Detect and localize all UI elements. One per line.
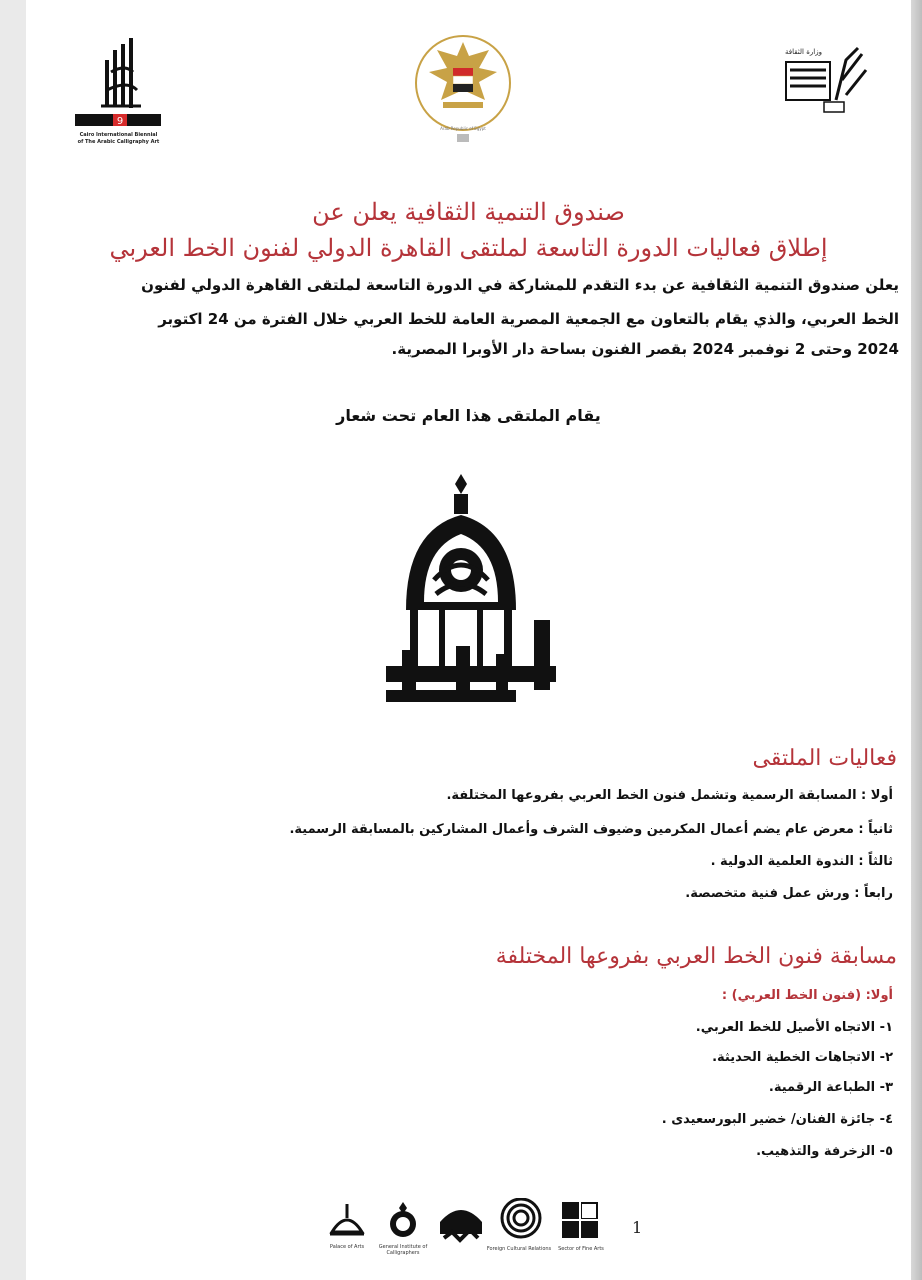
competition-subheading: أولا: (فنون الخط العربي) : [721, 988, 893, 1003]
page-edge-shadow [911, 0, 922, 1280]
fine-arts-caption: Sector of Fine Arts [558, 1246, 604, 1252]
palace-of-arts-logo [322, 1198, 372, 1258]
foreign-cultural-relations-logo [486, 1198, 552, 1258]
events-item-4: رابعاً : ورش عمل فنية متخصصة. [685, 886, 893, 901]
cultural-development-fund-logo [776, 40, 871, 120]
competition-item-5: ٥- الزخرفة والتذهيب. [756, 1144, 893, 1159]
slogan-text [356, 470, 357, 471]
slogan-intro: يقام الملتقى هذا العام تحت شعار [336, 406, 601, 425]
competition-heading: مسابقة فنون الخط العربي بفروعها المختلفة [495, 944, 897, 969]
competition-item-1: ١- الاتجاه الأصيل للخط العربي. [695, 1020, 893, 1035]
page-number: 1 [632, 1218, 643, 1237]
events-item-3: ثالثاً : الندوة العلمية الدولية . [710, 854, 893, 869]
cairo-biennial-logo [71, 30, 166, 150]
opera-house-logo [434, 1198, 489, 1258]
events-heading: فعاليات الملتقى [752, 746, 897, 771]
foreign-relations-caption: Foreign Cultural Relations [486, 1246, 552, 1252]
sector-of-fine-arts-logo [556, 1198, 606, 1258]
competition-item-4: ٤- جائزة الفنان/ خضير البورسعيدى . [661, 1112, 893, 1127]
announcement-body-line1: يعلن صندوق التنمية الثقافية عن بدء التقدم للمشاركة في الدورة التاسعة لملتقى القاهرة الدولي لفنون [141, 276, 899, 294]
biennial-caption-line2: of The Arabic Calligraphy Art [77, 139, 160, 145]
egypt-emblem-caption: Arab Republic of Egypt [440, 126, 486, 131]
fund-ministry-text: وزارة الثقافة [785, 48, 822, 56]
biennial-number: 9 [116, 116, 124, 127]
announcement-body-line3: 2024 وحتى 2 نوفمبر 2024 بقصر الفنون بساحة دار الأوبرا المصرية. [391, 340, 899, 358]
slogan-calligraphy-artwork [356, 470, 566, 720]
competition-item-3: ٣- الطباعة الرقمية. [768, 1080, 893, 1095]
calligraphers-society-logo [378, 1198, 428, 1258]
document-page [26, 0, 911, 1280]
biennial-caption-line1: Cairo International Biennial [79, 132, 158, 138]
egypt-eagle-emblem [413, 28, 513, 148]
announcement-body-line2: الخط العربي، والذي يقام بالتعاون مع الجمعية المصرية العامة للخط العربي خلال الفترة من 24 اكتوبر [158, 310, 899, 328]
announcement-title-line1: صندوق التنمية الثقافية يعلن عن [312, 198, 625, 226]
announcement-title-line2: إطلاق فعاليات الدورة التاسعة لملتقى القاهرة الدولي لفنون الخط العربي [109, 234, 828, 262]
events-item-1: أولا : المسابقة الرسمية وتشمل فنون الخط العربي بفروعها المختلفة. [446, 788, 893, 803]
competition-item-2: ٢- الاتجاهات الخطية الحديثة. [712, 1050, 893, 1065]
events-item-2: ثانياً : معرض عام يضم أعمال المكرمين وضيوف الشرف وأعمال المشاركين بالمسابقة الرسمية. [289, 822, 893, 837]
calligraphers-caption: General Institute of Calligraphers [378, 1244, 428, 1256]
palace-of-arts-caption: Palace of Arts [329, 1244, 365, 1250]
